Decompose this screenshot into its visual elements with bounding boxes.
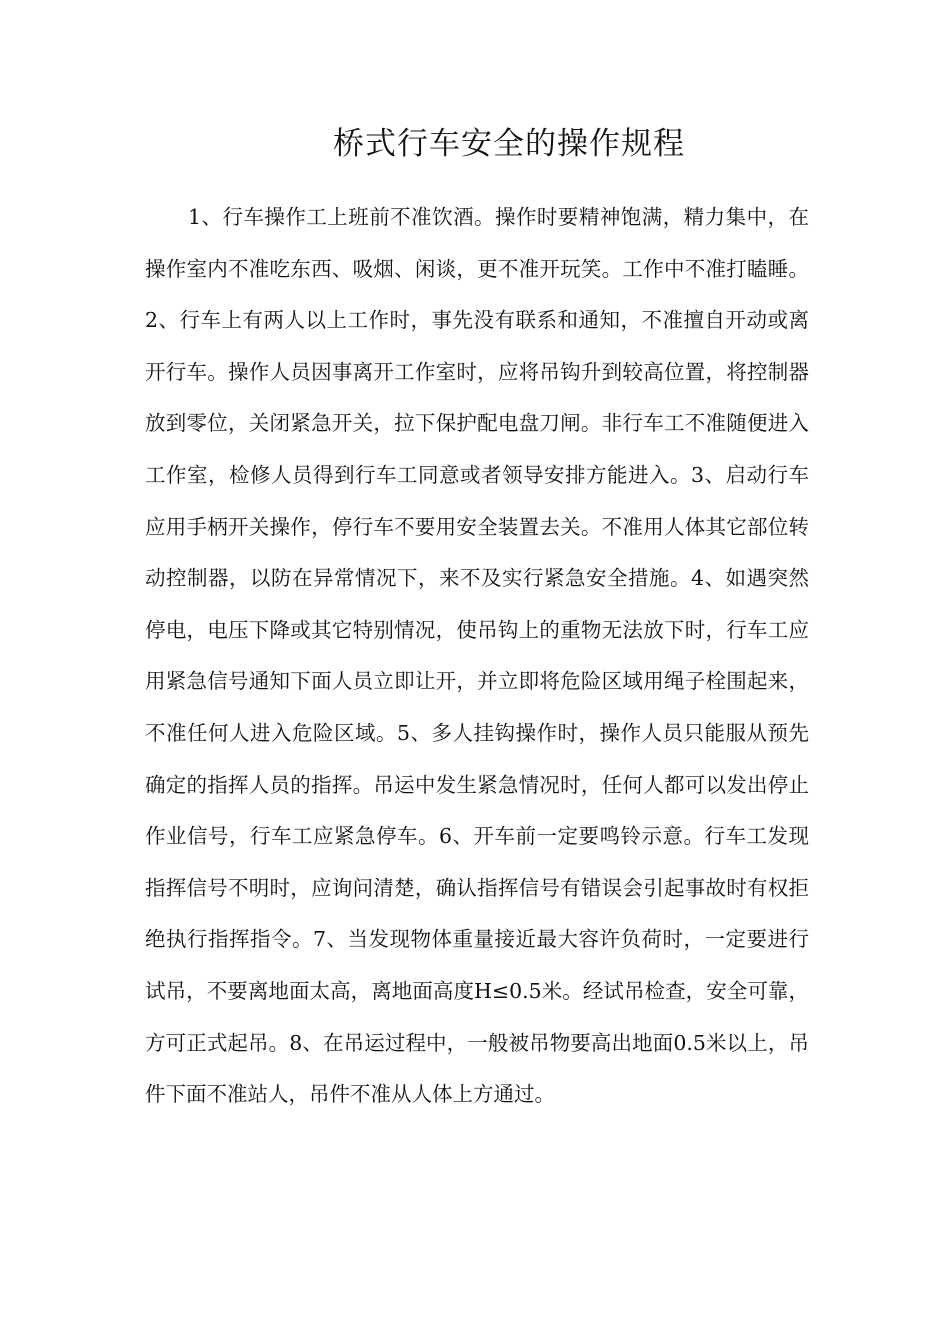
page-title: 桥式行车安全的操作规程 (333, 126, 685, 162)
body-paragraph: 1、行车操作工上班前不准饮酒。操作时要精神饱满，精力集中，在操作室内不准吃东西、吸烟、闲谈，更不准开玩笑。工作中不准打瞌睡。2、行车上有两人以上工作时，事先没有联系和通知，不准擅自开动或离开行车。操作人员因事离开工作室时，应将吊钩升到较高位置，将控制器放到零位，关闭紧急开关，拉下保护配电盘刀闸。非行车工不准随便进入工作室，检修人员得到行车工同意或者领导安排方能进入。3、启动行车应用手柄开关操作，停行车不要用安全装置去关。不准用人体其它部位转动控制器，以防在异常情况下，来不及实行紧急安全措施。4、如遇突然停电，电压下降或其它特别情况，使吊钩上的重物无法放下时，行车工应用紧急信号通知下面人员立即让开，并立即将危险区域用绳子栓围起来，不准任何人进入危险区域。5、多人挂钩操作时，操作人员只能服从预先确定的指挥人员的指挥。吊运中发生紧急情况时，任何人都可以发出停止作业信号，行车工应紧急停车。6、开车前一定要鸣铃示意。行车工发现指挥信号不明时，应询问清楚，确认指挥信号有错误会引起事故时有权拒绝执行指挥指令。7、当发现物体重量接近最大容许负荷时，一定要进行试吊，不要离地面太高，离地面高度H≤0.5米。经试吊检查，安全可靠，方可正式起吊。8、在吊运过程中，一般被吊物要高出地面0.5米以上，吊件下面不准站人，吊件不准从人体上方通过。 (145, 205, 809, 1107)
